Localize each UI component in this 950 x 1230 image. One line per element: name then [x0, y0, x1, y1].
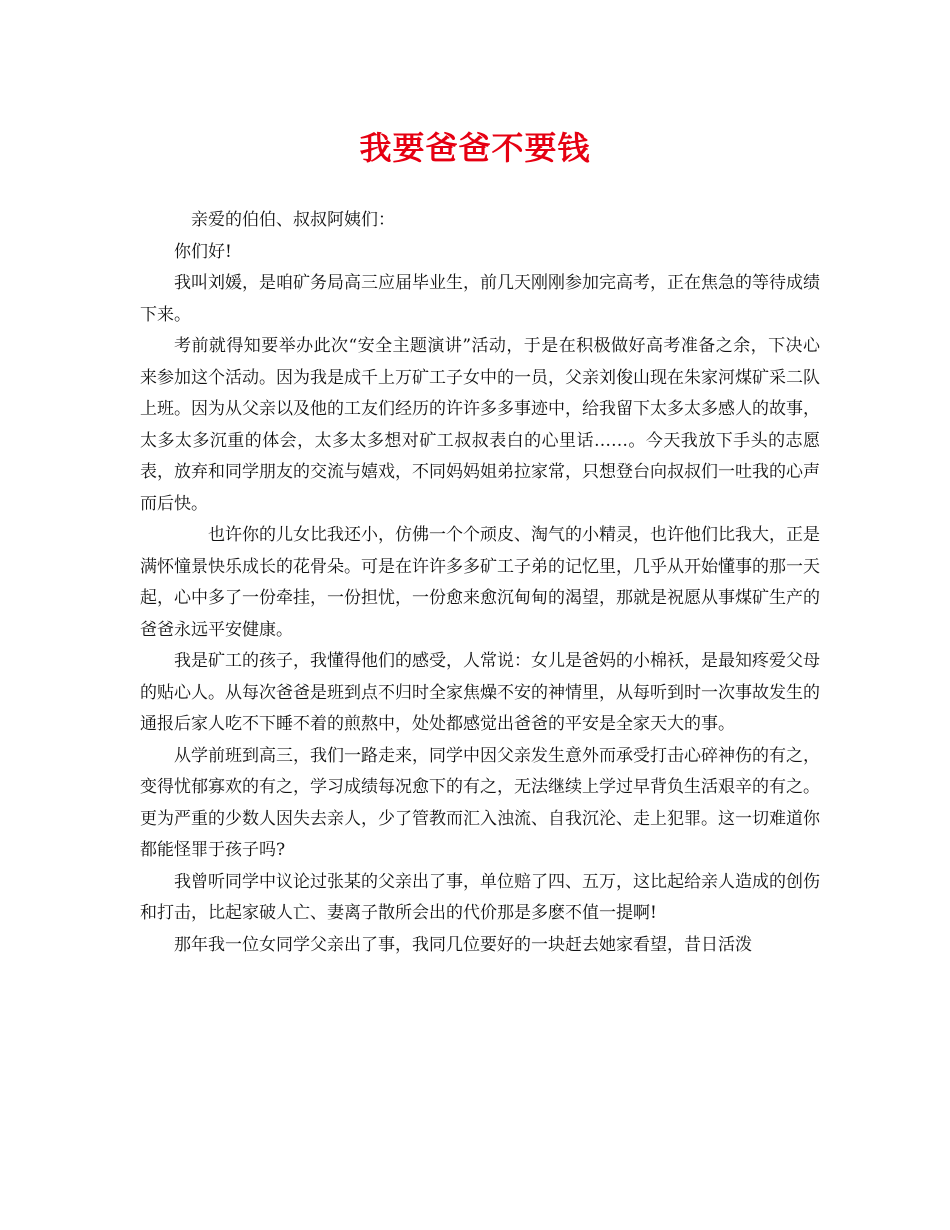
body-paragraph: 从学前班到高三，我们一路走来，同学中因父亲发生意外而承受打击心碎神伤的有之，变得忧郁寡欢的有之，学习成绩每况愈下的有之，无法继续上学过早背负生活艰辛的有之。更为严重的少数人因失去亲人，少了管教而汇入浊流、自我沉沦、走上犯罪。这一切难道你都能怪罪于孩子吗?: [140, 745, 820, 860]
body-paragraph: 我是矿工的孩子，我懂得他们的感受，人常说：女儿是爸妈的小棉袄，是最知疼爱父母的贴心人。从每次爸爸是班到点不归时全家焦燥不安的神情里，从每听到时一次事故发生的通报后家人吃不下睡不着的煎熬中，处处都感觉出爸爸的平安是全家天大的事。: [140, 651, 820, 734]
body-paragraph: 那年我一位女同学父亲出了事，我同几位要好的一块赶去她家看望，昔日活泼: [174, 934, 752, 955]
body-paragraph: 考前就得知要举办此次“安全主题演讲”活动，于是在积极做好高考准备之余，下决心来参加这个活动。因为我是成千上万矿工子女中的一员，父亲刘俊山现在朱家河煤矿采二队上班。因为从父亲以及他的工友们经历的许许多多事迹中，给我留下太多太多感人的故事，太多太多沉重的体会，太多太多想对矿工叔叔表白的心里话……。今天我放下手头的志愿表，放弃和同学朋友的交流与嬉戏，不同妈妈姐弟拉家常，只想登台向叔叔们一吐我的心声而后快。: [140, 336, 820, 514]
document-title: 我要爸爸不要钱: [359, 129, 591, 167]
body-paragraph: 我叫刘媛，是咱矿务局高三应届毕业生，前几天刚刚参加完高考，正在焦急的等待成绩下来。: [140, 273, 820, 325]
document-body: [140, 205, 820, 961]
greeting-paragraph: 你们好!: [174, 241, 232, 262]
body-paragraph: 也许你的儿女比我还小，仿佛一个个顽皮、淘气的小精灵，也许他们比我大，正是满怀憧景快乐成长的花骨朵。可是在许许多多矿工子弟的记忆里，几乎从开始懂事的那一天起，心中多了一份牵挂，一份担忧，一份愈来愈沉甸甸的渴望，那就是祝愿从事煤矿生产的爸爸永远平安健康。: [140, 525, 820, 640]
salutation-paragraph: 亲爱的伯伯、叔叔阿姨们：: [191, 210, 395, 230]
body-paragraph: 我曾听同学中议论过张某的父亲出了事，单位赔了四、五万，这比起给亲人造成的创伤和打击，比起家破人亡、妻离子散所会出的代价那是多麽不值一提啊!: [140, 871, 820, 923]
